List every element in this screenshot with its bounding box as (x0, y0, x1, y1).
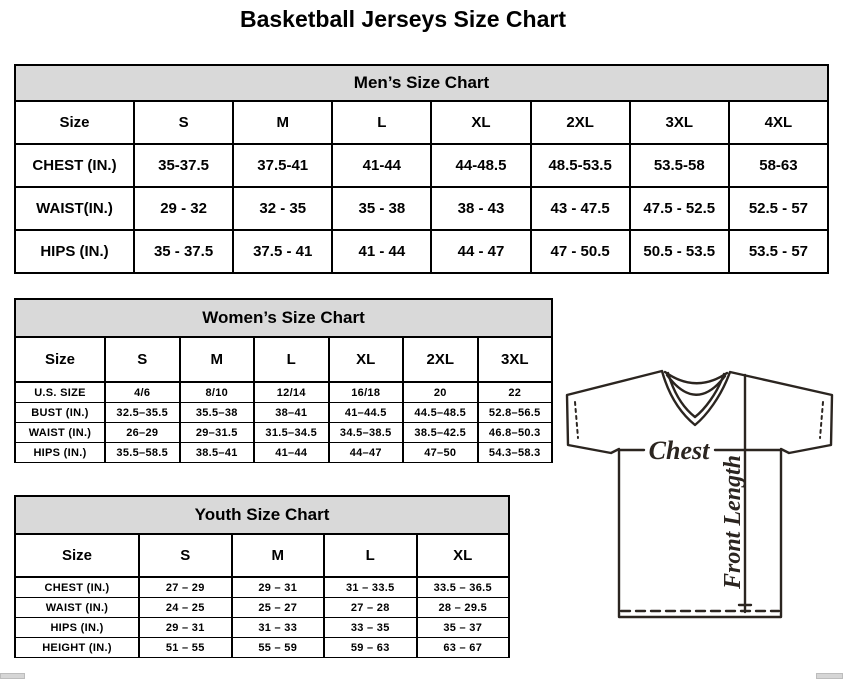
size-value-cell: 44.5–48.5 (403, 403, 478, 423)
size-value-cell: 35.5–38 (180, 403, 255, 423)
size-value-cell: 50.5 - 53.5 (630, 230, 729, 273)
size-value-cell: 35 – 37 (417, 618, 510, 638)
size-value-cell: 31.5–34.5 (254, 423, 329, 443)
size-value-cell: 33 – 35 (324, 618, 417, 638)
size-value-cell: 41-44 (332, 144, 431, 187)
size-column-cell: S (139, 534, 232, 577)
size-column-cell: XL (417, 534, 510, 577)
row-label-cell: WAIST (IN.) (15, 598, 139, 618)
sleeve-stitch-left (575, 402, 578, 438)
size-column-cell: XL (431, 101, 530, 144)
women-size-chart-section (14, 298, 553, 463)
size-value-cell: 28 – 29.5 (417, 598, 510, 618)
size-header-row (15, 101, 828, 144)
page-title: Basketball Jerseys Size Chart (239, 6, 566, 32)
size-column-cell: 2XL (531, 101, 630, 144)
size-column-cell: L (332, 101, 431, 144)
size-column-cell: M (180, 337, 255, 382)
size-value-cell: 29 – 31 (139, 618, 232, 638)
jersey-measurement-diagram (558, 364, 840, 626)
size-value-cell: 38.5–41 (180, 443, 255, 463)
size-column-cell: S (134, 101, 233, 144)
row-label-cell: CHEST (IN.) (15, 577, 139, 598)
size-value-cell: 47.5 - 52.5 (630, 187, 729, 230)
table-row (15, 187, 828, 230)
size-value-cell: 27 – 29 (139, 577, 232, 598)
table-row (15, 382, 552, 403)
size-value-cell: 37.5-41 (233, 144, 332, 187)
hscrollbar-fragment-left[interactable] (0, 673, 25, 679)
size-value-cell: 38.5–42.5 (403, 423, 478, 443)
size-value-cell: 35.5–58.5 (105, 443, 180, 463)
size-value-cell: 12/14 (254, 382, 329, 403)
size-value-cell: 22 (478, 382, 553, 403)
size-value-cell: 35 - 37.5 (134, 230, 233, 273)
men-size-chart-title: Men’s Size Chart (14, 64, 829, 102)
size-header-cell: Size (15, 337, 105, 382)
size-value-cell: 35 - 38 (332, 187, 431, 230)
hscrollbar-fragment-right[interactable] (816, 673, 843, 679)
chest-label: Chest (648, 436, 710, 465)
youth-size-chart-title: Youth Size Chart (14, 495, 510, 535)
row-label-cell: HIPS (IN.) (15, 230, 134, 273)
men-size-table (14, 100, 829, 274)
youth-size-table (14, 533, 510, 658)
size-value-cell: 41 - 44 (332, 230, 431, 273)
table-row (15, 230, 828, 273)
size-column-cell: 3XL (630, 101, 729, 144)
size-value-cell: 58-63 (729, 144, 828, 187)
size-column-cell: M (232, 534, 325, 577)
size-value-cell: 63 – 67 (417, 638, 510, 658)
size-value-cell: 38 - 43 (431, 187, 530, 230)
size-value-cell: 46.8–50.3 (478, 423, 553, 443)
size-column-cell: XL (329, 337, 404, 382)
row-label-cell: HEIGHT (IN.) (15, 638, 139, 658)
size-value-cell: 29 – 31 (232, 577, 325, 598)
size-value-cell: 34.5–38.5 (329, 423, 404, 443)
size-value-cell: 33.5 – 36.5 (417, 577, 510, 598)
size-value-cell: 44-48.5 (431, 144, 530, 187)
size-value-cell: 44–47 (329, 443, 404, 463)
table-row (15, 618, 509, 638)
size-value-cell: 27 – 28 (324, 598, 417, 618)
size-value-cell: 44 - 47 (431, 230, 530, 273)
row-label-cell: HIPS (IN.) (15, 618, 139, 638)
size-value-cell: 48.5-53.5 (531, 144, 630, 187)
size-value-cell: 20 (403, 382, 478, 403)
size-value-cell: 51 – 55 (139, 638, 232, 658)
size-value-cell: 54.3–58.3 (478, 443, 553, 463)
table-row (15, 638, 509, 658)
size-value-cell: 26–29 (105, 423, 180, 443)
size-value-cell: 37.5 - 41 (233, 230, 332, 273)
sleeve-stitch-right (820, 402, 823, 438)
table-row (15, 403, 552, 423)
size-value-cell: 31 – 33 (232, 618, 325, 638)
size-value-cell: 35-37.5 (134, 144, 233, 187)
size-column-cell: S (105, 337, 180, 382)
table-row (15, 144, 828, 187)
size-column-cell: L (324, 534, 417, 577)
youth-size-chart-section (14, 495, 510, 658)
size-value-cell: 52.8–56.5 (478, 403, 553, 423)
size-header-row (15, 534, 509, 577)
size-column-cell: L (254, 337, 329, 382)
table-row (15, 423, 552, 443)
row-label-cell: WAIST(IN.) (15, 187, 134, 230)
size-value-cell: 41–44 (254, 443, 329, 463)
size-value-cell: 55 – 59 (232, 638, 325, 658)
row-label-cell: BUST (IN.) (15, 403, 105, 423)
row-label-cell: HIPS (IN.) (15, 443, 105, 463)
table-row (15, 598, 509, 618)
row-label-cell: CHEST (IN.) (15, 144, 134, 187)
table-row (15, 577, 509, 598)
size-column-cell: 3XL (478, 337, 553, 382)
size-column-cell: 4XL (729, 101, 828, 144)
table-row (15, 443, 552, 463)
size-header-row (15, 337, 552, 382)
women-size-table (14, 336, 553, 463)
size-value-cell: 29 - 32 (134, 187, 233, 230)
women-size-chart-title: Women’s Size Chart (14, 298, 553, 338)
size-value-cell: 29–31.5 (180, 423, 255, 443)
size-column-cell: 2XL (403, 337, 478, 382)
jersey-outline (567, 371, 832, 617)
size-value-cell: 8/10 (180, 382, 255, 403)
size-value-cell: 59 – 63 (324, 638, 417, 658)
size-value-cell: 32.5–35.5 (105, 403, 180, 423)
size-value-cell: 32 - 35 (233, 187, 332, 230)
size-value-cell: 52.5 - 57 (729, 187, 828, 230)
size-value-cell: 25 – 27 (232, 598, 325, 618)
size-value-cell: 53.5 - 57 (729, 230, 828, 273)
size-value-cell: 53.5-58 (630, 144, 729, 187)
size-value-cell: 31 – 33.5 (324, 577, 417, 598)
men-size-chart-section (14, 64, 829, 274)
size-header-cell: Size (15, 101, 134, 144)
size-value-cell: 38–41 (254, 403, 329, 423)
row-label-cell: U.S. SIZE (15, 382, 105, 403)
collar-back-arc-upper (665, 372, 727, 383)
row-label-cell: WAIST (IN.) (15, 423, 105, 443)
size-value-cell: 43 - 47.5 (531, 187, 630, 230)
front-length-label: Front Length (720, 454, 746, 590)
size-value-cell: 41–44.5 (329, 403, 404, 423)
size-value-cell: 47–50 (403, 443, 478, 463)
size-column-cell: M (233, 101, 332, 144)
size-header-cell: Size (15, 534, 139, 577)
size-value-cell: 4/6 (105, 382, 180, 403)
size-value-cell: 24 – 25 (139, 598, 232, 618)
size-value-cell: 47 - 50.5 (531, 230, 630, 273)
size-value-cell: 16/18 (329, 382, 404, 403)
